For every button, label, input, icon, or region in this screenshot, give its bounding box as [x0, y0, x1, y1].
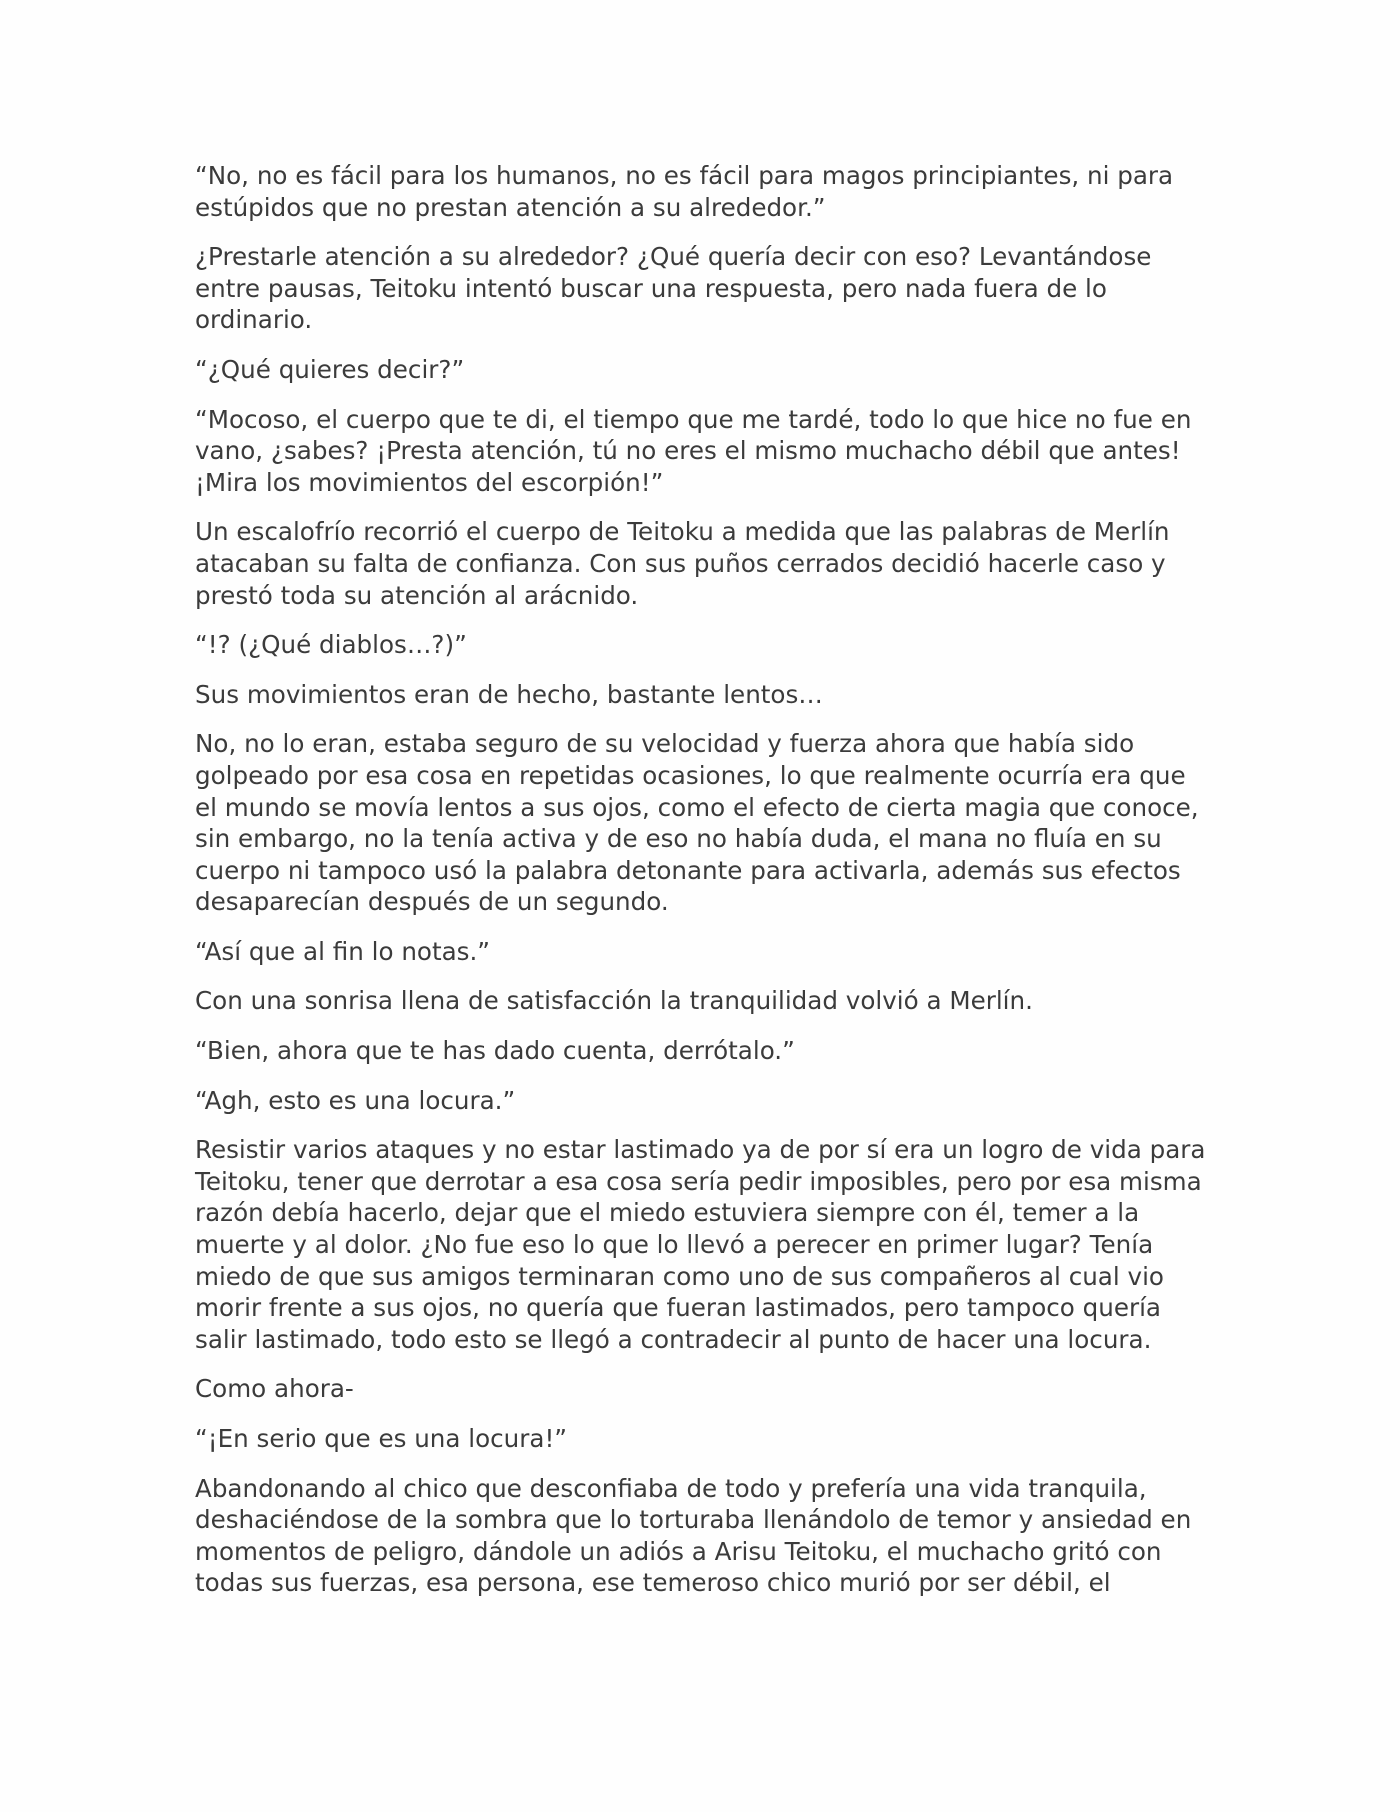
paragraph: “Así que al fin lo notas.” — [195, 936, 491, 966]
paragraph: “Agh, esto es una locura.” — [195, 1085, 516, 1115]
document-body — [195, 160, 1215, 1617]
paragraph: Con una sonrisa llena de satisfacción la tranquilidad volvió a Merlín. — [195, 986, 1033, 1016]
paragraph: “!? (¿Qué diablos…?)” — [195, 630, 467, 660]
paragraph: Un escalofrío recorrió el cuerpo de Teitoku a medida que las palabras de Merlín atacaban su falta de confianza. Con sus puños cerrados decidió hacerle caso y prestó toda su atención al arácnido. — [195, 517, 1170, 610]
paragraph: No, no lo eran, estaba seguro de su velocidad y fuerza ahora que había sido golpeado por esa cosa en repetidas ocasiones, lo que realmente ocurría era que el mundo se movía lentos a sus ojos, como el efecto de cierta magia que conoce, sin embargo, no la tenía activa y de eso no había duda, el mana no fluía en su cuerpo ni tampoco usó la palabra detonante para activarla, además sus efectos desaparecían después de un segundo. — [195, 729, 1199, 917]
paragraph: “Bien, ahora que te has dado cuenta, derrótalo.” — [195, 1036, 795, 1066]
paragraph: “¡En serio que es una locura!” — [195, 1424, 568, 1453]
paragraph: “No, no es fácil para los humanos, no es fácil para magos principiantes, ni para estúpidos que no prestan atención a su alrededor.” — [195, 161, 1174, 222]
paragraph: “¿Qué quieres decir?” — [195, 354, 465, 384]
paragraph: Abandonando al chico que desconfiaba de todo y prefería una vida tranquila, deshaciéndose de la sombra que lo torturaba llenándolo de temor y ansiedad en momentos de peligro, dándole un adiós a Arisu Teitoku, el muchacho gritó con todas sus fuerzas, esa persona, ese temeroso chico murió por ser débil, el — [195, 1473, 1192, 1598]
paragraph: Sus movimientos eran de hecho, bastante lentos… — [195, 679, 823, 709]
paragraph: ¿Prestarle atención a su alrededor? ¿Qué quería decir con eso? Levantándose entre pausas, Teitoku intentó buscar una respuesta, pero nada fuera de lo ordinario. — [195, 242, 1152, 335]
paragraph: “Mocoso, el cuerpo que te di, el tiempo que me tardé, todo lo que hice no fue en vano, ¿sabes? ¡Presta atención, tú no eres el mismo muchacho débil que antes! ¡Mira los movimientos del escorpión!” — [195, 404, 1192, 497]
paragraph: Resistir varios ataques y no estar lastimado ya de por sí era un logro de vida para Teitoku, tener que derrotar a esa cosa sería pedir imposibles, pero por esa misma razón debía hacerlo, dejar que el miedo estuviera siempre con él, temer a la muerte y al dolor. ¿No fue eso lo que lo llevó a perecer en primer lugar? Tenía miedo de que sus amigos terminaran como uno de sus compañeros al cual vio morir frente a sus ojos, no quería que fueran lastimados, pero tampoco quería salir lastimado, todo esto se llegó a contradecir al punto de hacer una locura. — [195, 1135, 1206, 1354]
paragraph: Como ahora- — [195, 1374, 354, 1404]
